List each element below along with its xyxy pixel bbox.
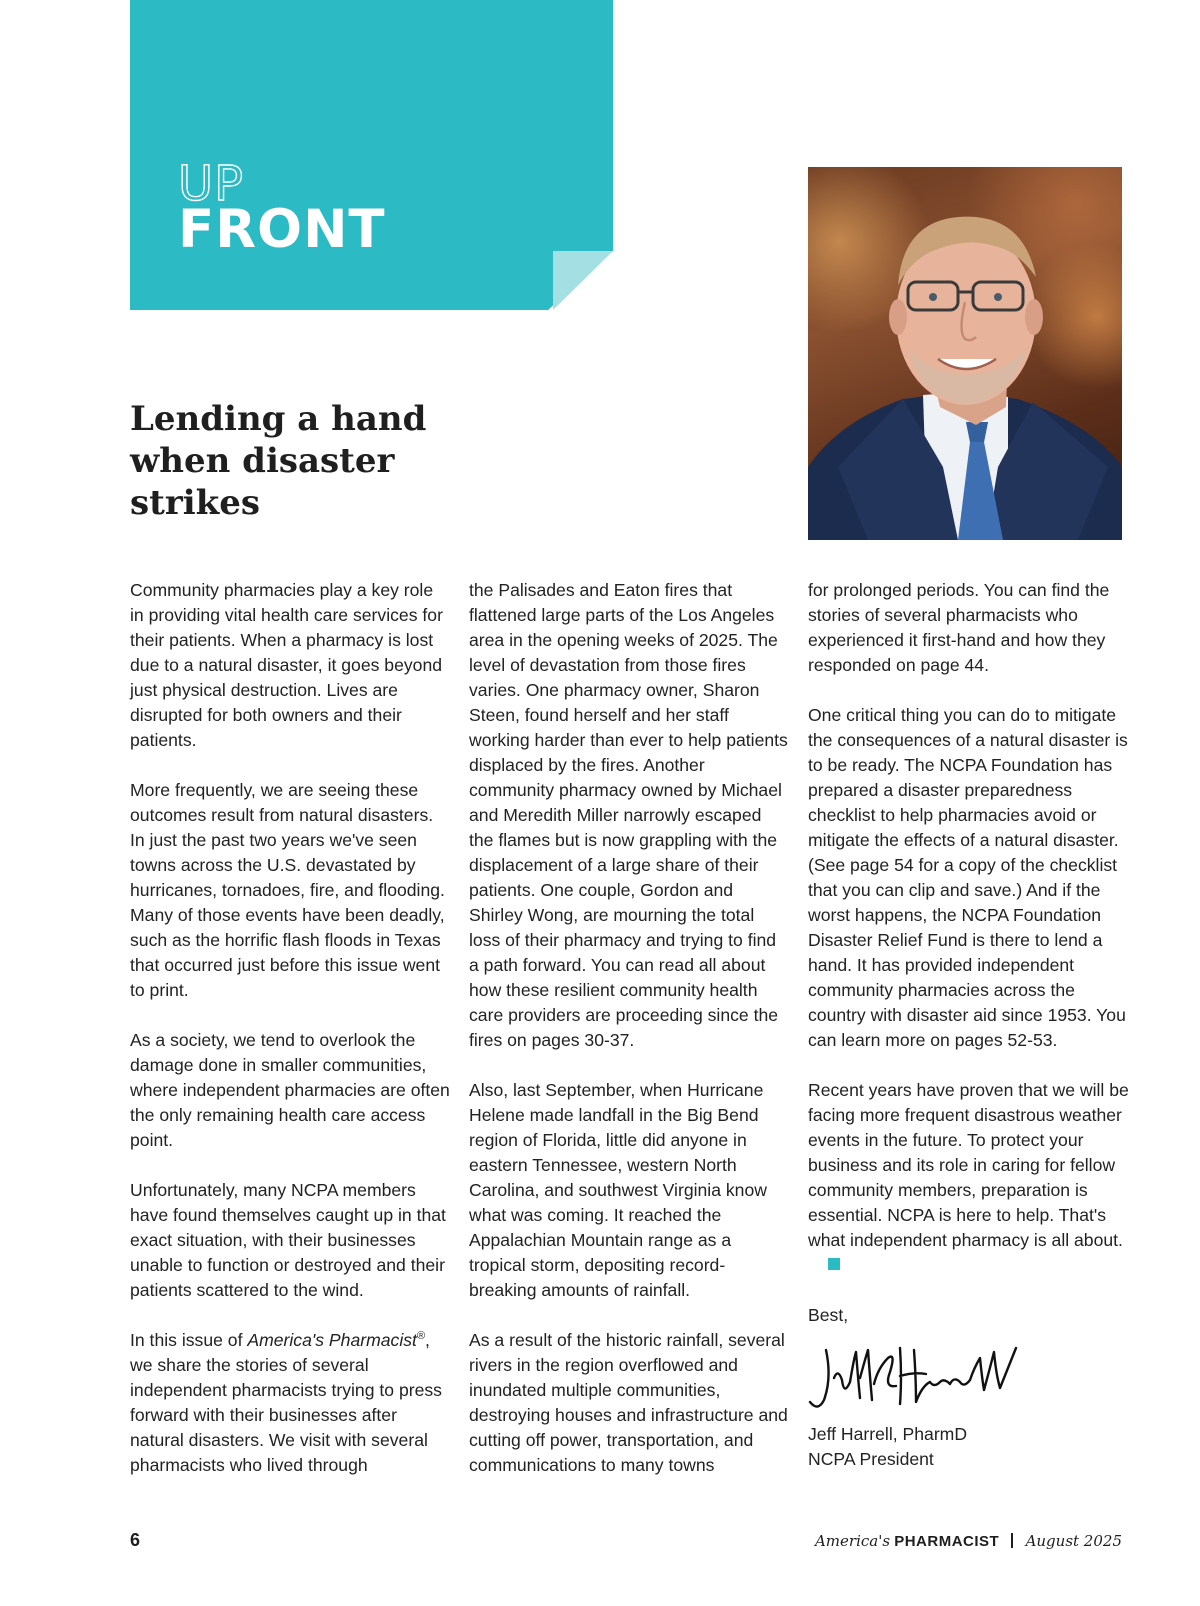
paragraph: Unfortunately, many NCPA members have found themselves caught up in that exact situation, with their businesses unable to function or destroyed and their patients scattered to the wind. (130, 1180, 446, 1300)
footer-divider (1011, 1533, 1013, 1548)
magazine-footer (815, 1532, 1122, 1550)
section-label-front: FRONT (178, 199, 386, 260)
section-label-up: UP (178, 156, 245, 212)
article-headline: Lending a hand when disaster strikes (130, 399, 427, 523)
paragraph (130, 1328, 450, 1478)
sign-off (808, 1303, 1130, 1472)
magazine-name-brand: PHARMACIST (894, 1533, 1000, 1550)
paragraph: for prolonged periods. You can find the stories of several pharmacists who experienced it first-hand and how they responded on page 44. (808, 580, 1110, 675)
author-portrait (808, 167, 1122, 540)
paragraph: As a result of the historic rainfall, several rivers in the region overflowed and inundated multiple communities, destroying houses and infrastructure and cutting off power, transportation, and communications to many towns (469, 1330, 788, 1475)
paragraph-text: In this issue of (130, 1330, 248, 1350)
issue-date: August 2025 (1025, 1532, 1122, 1550)
signer-name: Jeff Harrell, PharmD (808, 1424, 968, 1444)
paragraph: One critical thing you can do to mitigate the consequences of a natural disaster is to be ready. The NCPA Foundation has prepared a disaster preparedness checklist to help pharmacies avoid or mitigate the effects of a natural disaster. (See page 54 for a copy of the checklist that you can clip and save.) And if the worst happens, the NCPA Foundation Disaster Relief Fund is there to lend a hand. It has provided independent community pharmacies across the country with disaster aid since 1953. You can learn more on pages 52-53. (808, 705, 1128, 1050)
text-column-2 (469, 578, 789, 1478)
paragraph: More frequently, we are seeing these outcomes result from natural disasters. In just the past two years we've seen towns across the U.S. devastated by hurricanes, tornadoes, fire, and flooding. Many of those events have been deadly, such as the horrific flash floods in Texas that occurred just before this issue went to print. (130, 780, 445, 1000)
paragraph: Community pharmacies play a key role in providing vital health care services for their patients. When a pharmacy is lost due to a natural disaster, it goes beyond just physical destruction. Lives are disrupted for both owners and their patients. (130, 580, 443, 750)
paragraph-text: , we share the stories of several independent pharmacists trying to press forward with their businesses after natural disasters. We visit with several pharmacists who lived through (130, 1330, 442, 1475)
paragraph: the Palisades and Eaton fires that flattened large parts of the Los Angeles area in the opening weeks of 2025. The level of devastation from those fires varies. One pharmacy owner, Sharon Steen, found herself and her staff working harder than ever to help patients displaced by the fires. Another community pharmacy owned by Michael and Meredith Miller narrowly escaped the flames but is now grappling with the displacement of a large share of their patients. One couple, Gordon and Shirley Wong, are mourning the total loss of their pharmacy and trying to find a path forward. You can read all about how these resilient community health care providers are proceeding since the fires on pages 30-37. (469, 580, 788, 1050)
paragraph (808, 1078, 1130, 1278)
magazine-name-italic: America's (814, 1532, 891, 1550)
person-photo-icon (808, 167, 1122, 540)
page-number: 6 (130, 1530, 141, 1550)
closing: Best, (808, 1305, 849, 1325)
registered-mark: ® (416, 1330, 426, 1343)
text-column-1 (130, 578, 450, 1478)
text-column-3 (808, 578, 1130, 1472)
signature-icon (804, 1338, 1034, 1418)
paragraph: Also, last September, when Hurricane Helene made landfall in the Big Bend region of Florida, little did anyone in eastern Tennessee, western North Carolina, and southwest Virginia know what was coming. It reached the Appalachian Mountain range as a tropical storm, depositing record-breaking amounts of rainfall. (469, 1080, 767, 1300)
paragraph-text: Recent years have proven that we will be facing more frequent disastrous weather events in the future. To protect your business and its role in caring for fellow community members, preparation is essential. NCPA is here to help. That's what independent pharmacy is all about. (808, 1080, 1129, 1250)
magazine-title: America's Pharmacist (247, 1330, 417, 1350)
signer-title: NCPA President (808, 1449, 934, 1469)
page-curl-decoration (553, 251, 613, 310)
paragraph: As a society, we tend to overlook the damage done in smaller communities, where independent pharmacies are often the only remaining health care access point. (130, 1030, 450, 1150)
end-mark-icon (828, 1258, 840, 1270)
section-banner (130, 0, 613, 310)
